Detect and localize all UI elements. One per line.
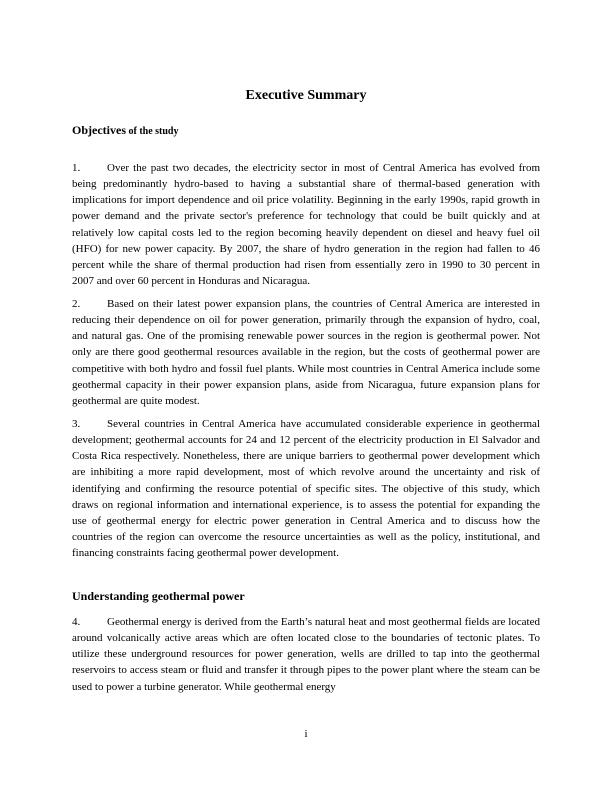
paragraph-text: Geothermal energy is derived from the Earth’s natural heat and most geothermal fields are located around volcanically active areas which are often located close to the boundaries of tectonic plates. To utilize these underground resources for power generation, wells are drilled to tap into the geothermal reservoirs to access steam or fluid and transfer it through pipes to the power plant where the steam can be used to power a turbine generator. While geothermal energy	[72, 616, 540, 693]
paragraph-2	[72, 296, 540, 409]
section-heading-geothermal: Understanding geothermal power	[72, 589, 245, 603]
page-title: Executive Summary	[245, 88, 367, 103]
page-number: i	[304, 728, 308, 740]
section-heading-objectives	[72, 123, 179, 139]
paragraph-text: Based on their latest power expansion plans, the countries of Central America are interested in reducing their dependence on oil for power generation, primarily through the expansion of hydro, coal, and natural gas. One of the promising renewable power sources in the region is geothermal power. Not only are there good geothermal resources available in the region, but the costs of geothermal power are competitive with both hydro and fossil fuel plants. While most countries in Central America include some geothermal capacity in their power expansion plans, aside from Nicaragua, future expansion plans for geothermal are quite modest.	[72, 298, 540, 407]
paragraph-3	[72, 416, 540, 561]
section-heading-text: Objectives	[72, 123, 126, 137]
paragraph-text: Several countries in Central America have accumulated considerable experience in geothermal development; geothermal accounts for 24 and 12 percent of the electricity production in El Salvador and Costa Rica respectively. Nonetheless, there are unique barriers to geothermal power development which are inhibiting a more rapid development, most of which revolve around the uncertainty and risk of identifying and confirming the resource potential of specific sites. The objective of this study, which draws on regional information and international experience, is to assess the potential for expanding the use of geothermal energy for electric power generation in Central America and to discuss how the countries of the region can overcome the resource uncertainties as well as the policy, institutional, and financing constraints facing geothermal power development.	[72, 418, 540, 560]
section-heading-suffix: of the study	[125, 126, 179, 137]
paragraph-number: 3.	[72, 418, 81, 430]
paragraph-4	[72, 614, 540, 695]
paragraph-text: Over the past two decades, the electricity sector in most of Central America has evolved from being predominantly hydro-based to having a substantial share of thermal-based generation with implications for import dependence and oil price volatility. Beginning in the early 1990s, rapid growth in power demand and the private sector's preference for technology that could be built quickly and at relatively low capital costs led to the region becoming heavily dependent on diesel and heavy fuel oil (HFO) for new power capacity. By 2007, the share of hydro generation in the region had fallen to 46 percent while the share of thermal production had risen from essentially zero in 1990 to 30 percent in 2007 and over 60 percent in Honduras and Nicaragua.	[72, 162, 540, 288]
paragraph-number: 2.	[72, 298, 81, 310]
paragraph-number: 4.	[72, 616, 81, 628]
paragraph-1	[72, 160, 540, 289]
paragraph-number: 1.	[72, 162, 81, 174]
